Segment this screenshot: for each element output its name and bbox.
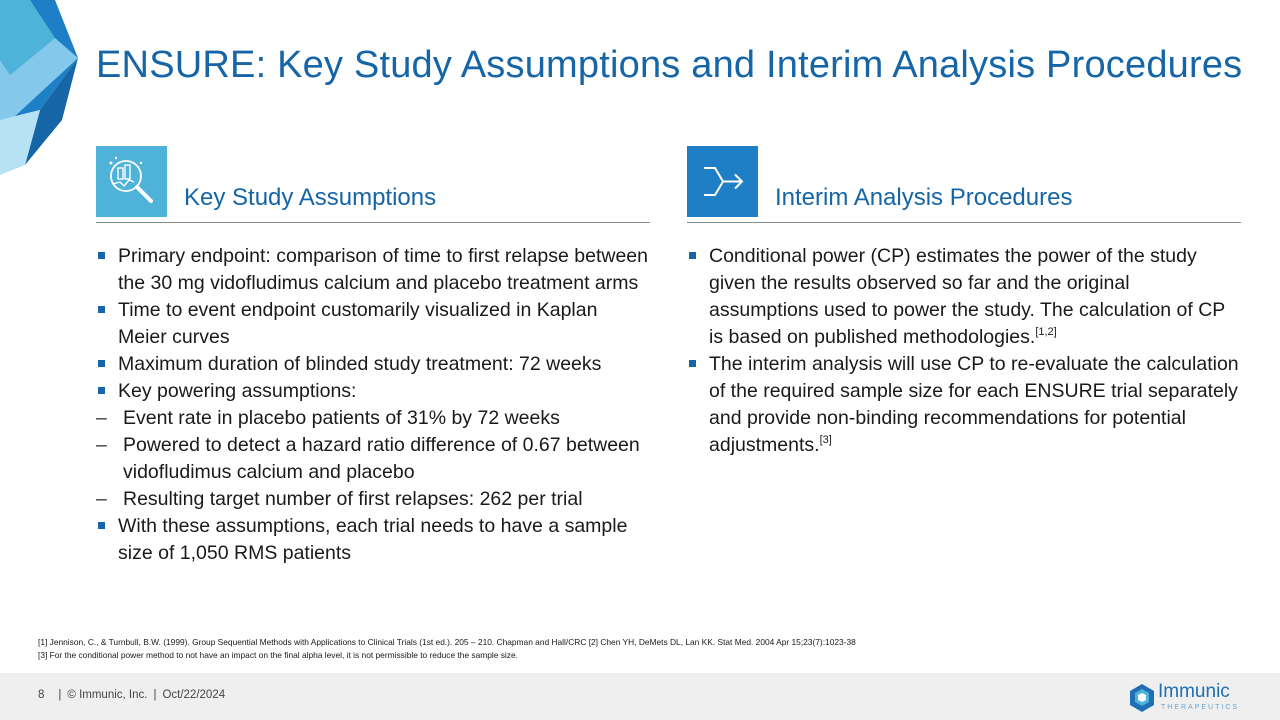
page-number: 8	[38, 689, 45, 701]
reference-marker: [1,2]	[1035, 326, 1057, 338]
assumptions-list-cont	[96, 513, 650, 567]
footer	[0, 673, 1280, 720]
sub-list-item: – Resulting target number of first relapses: 262 per trial	[96, 486, 650, 513]
footnotes	[38, 636, 856, 661]
list-item: With these assumptions, each trial needs to have a sample size of 1,050 RMS patients	[96, 513, 650, 567]
assumptions-list	[96, 243, 650, 405]
reference-marker: [3]	[819, 434, 832, 446]
footnote: [1] Jennison, C., & Turnbull, B.W. (1999). Group Sequential Methods with Applications to Clinical Trials (1st ed.). 205 – 210. Chapman and Hall/CRC [2] Chen YH, DeMets DL, Lan KK. Stat Med. 2004 Apr 15;23(7):1023-38	[38, 637, 856, 647]
key-assumptions-section	[96, 146, 650, 567]
list-item	[687, 351, 1241, 459]
section-header	[687, 146, 1241, 223]
logo-mark-icon	[1130, 684, 1154, 712]
list-item-text: Conditional power (CP) estimates the power of the study given the results observed so far and the original assumptions used to power the study. The calculation of CP is based on published methodologies.	[709, 245, 1225, 348]
corner-decoration	[0, 0, 90, 180]
list-item: Maximum duration of blinded study treatment: 72 weeks	[96, 351, 650, 378]
footer-info: 8 | © Immunic, Inc. | Oct/22/2024	[38, 689, 226, 701]
interim-analysis-section	[687, 146, 1241, 459]
sub-list-item: – Event rate in placebo patients of 31% by 72 weeks	[96, 405, 650, 432]
list-item	[96, 378, 650, 405]
magnifier-chart-icon	[96, 146, 167, 217]
branch-arrow-icon	[687, 146, 758, 217]
date: Oct/22/2024	[162, 689, 226, 701]
section-heading: Key Study Assumptions	[184, 184, 437, 211]
copyright: © Immunic, Inc.	[67, 689, 148, 701]
list-item: Time to event endpoint customarily visualized in Kaplan Meier curves	[96, 297, 650, 351]
powering-sub-list	[96, 405, 650, 513]
sub-list-item: – Powered to detect a hazard ratio difference of 0.67 between vidofludimus calcium and placebo	[96, 432, 650, 486]
list-item-text: The interim analysis will use CP to re-evaluate the calculation of the required sample size for each ENSURE trial separately and provide non-binding recommendations for potential adjustments.	[709, 353, 1239, 456]
logo-tagline: THERAPEUTICS	[1161, 704, 1240, 711]
company-logo	[1130, 681, 1245, 715]
footnote: [3] For the conditional power method to not have an impact on the final alpha level, it is not permissible to reduce the sample size.	[38, 649, 518, 660]
list-item-text: Key powering assumptions:	[118, 380, 357, 402]
list-item: Primary endpoint: comparison of time to first relapse between the 30 mg vidofludimus calcium and placebo treatment arms	[96, 243, 650, 297]
logo-name: Immunic	[1158, 681, 1230, 702]
section-heading: Interim Analysis Procedures	[775, 184, 1073, 211]
list-item	[687, 243, 1241, 351]
section-header	[96, 146, 650, 223]
page-title: ENSURE: Key Study Assumptions and Interim Analysis Procedures	[96, 44, 1243, 86]
interim-list	[687, 243, 1241, 459]
